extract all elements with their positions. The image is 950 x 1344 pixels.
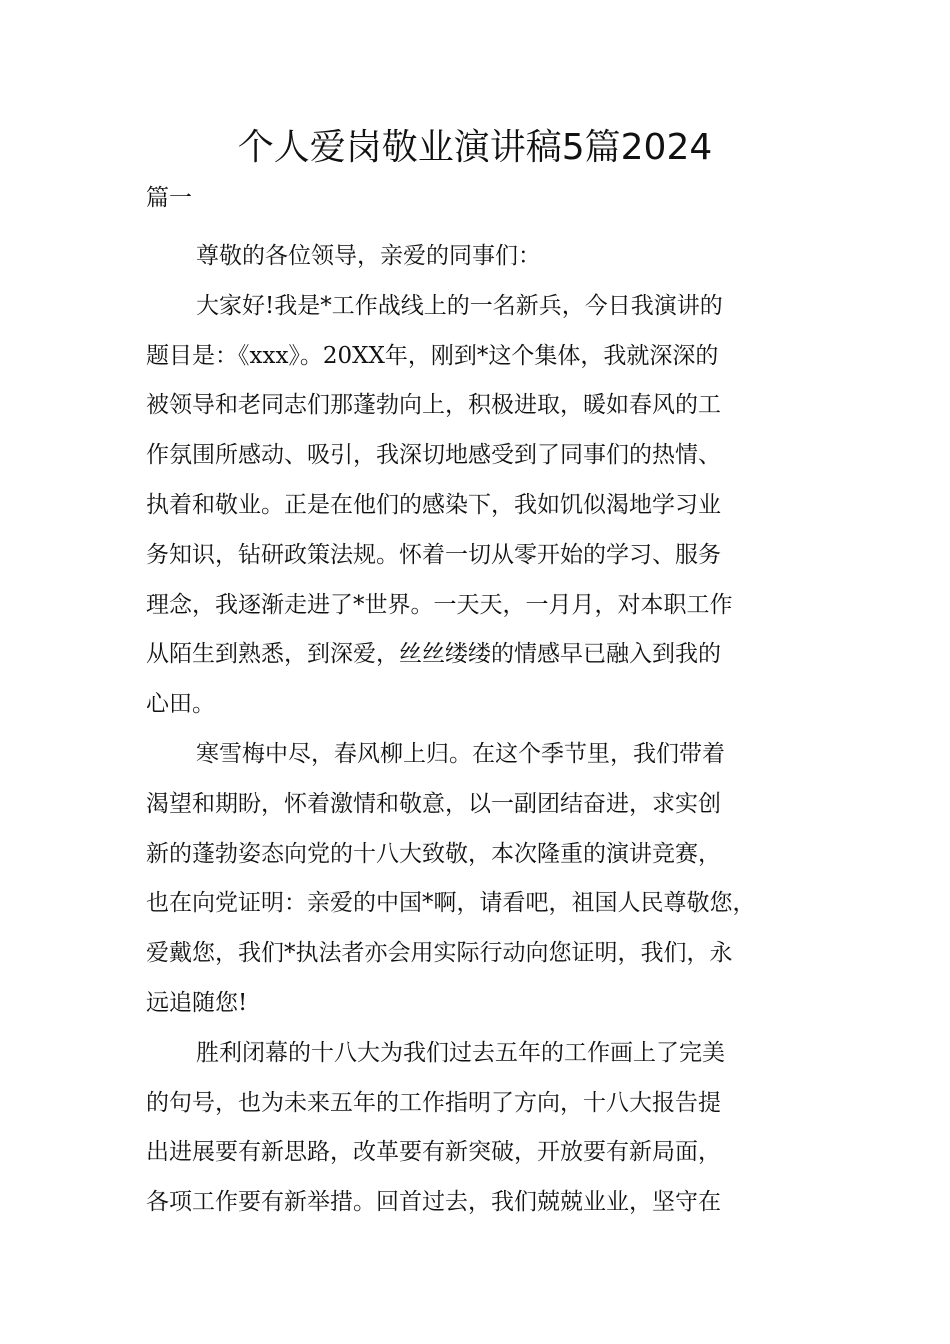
text-line: 出进展要有新思路，改革要有新突破，开放要有新局面， [146,1139,721,1166]
text-line: 务知识，钻研政策法规。怀着一切从零开始的学习、服务 [146,541,721,568]
text-line: 被领导和老同志们那蓬勃向上，积极进取，暖如春风的工 [146,392,721,419]
text-line: 作氛围所感动、吸引，我深切地感受到了同事们的热情、 [146,442,721,469]
section-label: 篇一 [146,185,192,211]
text-line: 尊敬的各位领导，亲爱的同事们： [196,243,541,269]
text-line: 心田。 [146,691,215,718]
text-line: 的句号，也为未来五年的工作指明了方向，十八大报告提 [146,1089,721,1116]
text-line: 远追随您! [146,989,248,1016]
text-line: 从陌生到熟悉，到深爱，丝丝缕缕的情感早已融入到我的 [146,641,721,668]
document-title: 个人爱岗敬业演讲稿5篇2024 [237,127,713,168]
text-line: 也在向党证明：亲爱的中国*啊，请看吧，祖国人民尊敬您， [146,890,756,917]
text-line: 爱戴您，我们*执法者亦会用实际行动向您证明，我们，永 [146,940,733,967]
text-line: 大家好!我是*工作战线上的一名新兵，今日我演讲的 [196,292,723,319]
paragraph-greeting [146,232,826,282]
text-line: 理念，我逐渐走进了*世界。一天天，一月月，对本职工作 [146,591,733,618]
document-body [146,232,826,1228]
text-line: 题目是：《xxx》。20XX年，刚到*这个集体，我就深深的 [146,342,719,369]
text-line: 新的蓬勃姿态向党的十八大致敬，本次隆重的演讲竞赛， [146,840,721,867]
text-line: 胜利闭幕的十八大为我们过去五年的工作画上了完美 [196,1039,725,1066]
paragraph-intro [146,282,826,730]
paragraph-congress [146,1029,826,1228]
text-line: 各项工作要有新举措。回首过去，我们兢兢业业，坚守在 [146,1189,721,1216]
paragraph-spring [146,730,826,1029]
text-line: 寒雪梅中尽，春风柳上归。在这个季节里，我们带着 [196,740,725,767]
text-line: 执着和敬业。正是在他们的感染下，我如饥似渴地学习业 [146,491,721,518]
text-line: 渴望和期盼，怀着激情和敬意，以一副团结奋进，求实创 [146,790,721,817]
